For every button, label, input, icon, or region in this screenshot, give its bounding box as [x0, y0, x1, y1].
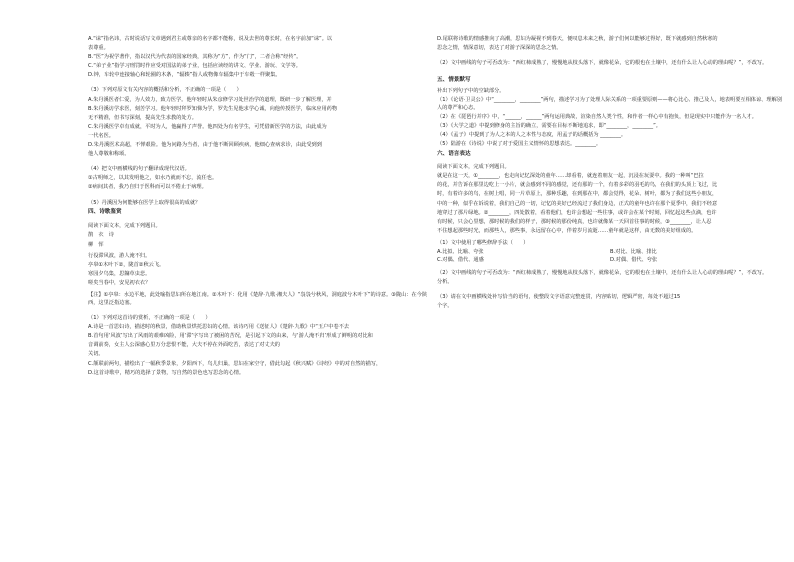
option-line: D.朱丹溪医术高超，不惮艰险。他为问路为当者，由于他不断回顾疾病，他细心查病求诊，由此受到到: [88, 142, 322, 149]
option-line: C.颔联前两句，描绘出了一幅秋季景象，夕阳西下，鸟儿归巢，思妇在家空守，借此勾起《秋兴赋》《诗经》中的对自然的描写，: [88, 360, 382, 367]
poem-note: 【注】①亭皋：水边平地，此处喻指思妇所在地江南。②木叶下：化用《楚辞·九歌·湘夫人》“袅袅兮秋风，洞庭波兮木叶下”的诗意。③陇山：在今陕西，这里泛指边塞。: [88, 292, 428, 306]
option-line: D.这首诗歌中，精巧的选择了景物，写自然的景色也写思念的心情。: [88, 369, 245, 376]
poem-question-1-stem: （1）下列对这首诗的赏析，不正确的一项是（ ）: [88, 315, 211, 322]
passage-line: 地穿过了那片绿地。②________，四处散着，看着他们，也许会想起一些往事，或许会在某个时刻，回忆起这些点滴，也许: [437, 209, 717, 216]
poem-line: 寒园夕鸟集，思牖草虫悲。: [88, 271, 151, 278]
poem-intro: 阅读下面文本，完成下列题目。: [88, 222, 161, 229]
option: A.比拟、比喻、夸张: [437, 248, 484, 255]
option: C.对偶、借代、通感: [437, 256, 484, 263]
text-line: B.“医”为祝学著作，指以汉代为代表的国家经典，其称为“方”，作为“门”，二者合称“经传”。: [88, 54, 302, 61]
dictation-item: （3）《大学之道》中提到修身的主旨的确立，需要在目标不断地追求，即“________，________”。: [437, 122, 661, 129]
dictation-item: （5）陆游在《诗说》中说了对于爱国主义情怀的思想表达。________。: [437, 140, 602, 147]
section-4-heading: 四、诗歌鉴赏: [88, 209, 122, 216]
language-question-3-cont: 个字。: [437, 303, 453, 310]
language-question-2: （2）文中画线的句子可否改为：“西红柿成熟了，慢慢地从枝头落下，就像花朵，它的根也在土壤中，还有什么让人心动的理由呢？”，不改写。: [437, 270, 768, 277]
question-5-stem: （5）丹溪因为何能够在医学上取得很高的成就？: [88, 199, 201, 206]
option-line: B.首句用‘风波’写出了风雨的艰难凶险，用‘滞’字写出了被困的苦况，是引起下文的由来，与‘游人淹不归’形成了鲜明的对比和: [88, 333, 373, 340]
dictation-item: （1）《论语·卫灵公》中“________，________”两句，描述学习为了处理人际关系的一项重要原则——将心比心、推己及人，地表明要互相体谅、理解别人的尊严和心态。: [437, 96, 782, 111]
section-5-heading: 五、情景默写: [437, 77, 471, 84]
option-line: 音调前奏，女主人公深感心里万分悲恨不能，大夫不停在外面吃苦，表达了对丈夫的: [88, 342, 280, 349]
passage-line: 不住想起那些时光，而那些人，那些事，永远留在心中，伴着岁月流逝……童年就是这样，由无数的美好组成的。: [437, 227, 697, 234]
option-line: A.朱丹溪医者仁爱，为人效力，致力医学。他年轻时从朱彦修学习处世治学的道理，既研一步了解医理，并: [88, 96, 332, 103]
question-3-stem: （3）下列对原文有关内容的概括和分析，不正确的一项是（ ）: [88, 87, 242, 94]
dictation-item: （4）《孟子》中提到了为人之本的人之本性与态度，用孟子的话概括为 ________。: [437, 131, 627, 138]
option: D.对偶、借代、夸张: [610, 256, 658, 263]
translation-item: ②病间其者，我乃自归于医科而可以不倦止于病理。: [88, 184, 207, 191]
poem-line: 嗟矣当春中，安见初衣衣？: [88, 280, 151, 287]
option-line: C.朱丹溪医学卓有成就，平时为人，他赢得了声誉。他四处为有名学生，可凭借新医学的方法，由此成为: [88, 123, 327, 130]
language-question-3: （3）请在文中画横线处补写恰当的语句，使整段文字语意完整连贯，内容贴切，逻辑严密，每处不超过15: [437, 294, 681, 301]
option-line: A.诗是一首思妇诗，描述时的秋景，借助秋景烘托思妇的心情。该诗巧用《送征人》《楚辞·九歌》中“玉户中卷不去: [88, 324, 350, 331]
language-question-1-stem: （1）文中使用了哪些修辞手法（ ）: [437, 239, 529, 246]
dictation-item: （2）在《琵琶行并序》中，“______，______”两句运用典故，渲染自然人类个性，和作者一样心中有抱负，但是现实中只能作为一名人才。: [437, 113, 757, 120]
poem-line: 亭皋①木叶下②，陇首②秋云飞。: [88, 262, 165, 269]
option-line: B.朱丹溪访学求医，刻苦学习。他年轻时拜罗知悌为学，罗先生见他求学心诚，向他传授医学，临床应用药物: [88, 105, 338, 112]
option-line: 一代名医。: [88, 132, 114, 139]
option-line: 关切。: [88, 351, 104, 358]
option-line: 他人尊敬和称颂。: [88, 151, 130, 158]
passage-line: 中的一种，似乎在诉说着，我们自己的一切，记忆的美好已经流过了我们身边，正式的童年也许在那个夏季中，我们不经意: [437, 200, 718, 207]
poem-question-2: （2）文中画线的句子可否改为：“西红柿成熟了，慢慢地从枝头落下，就像花朵，它的根也在土壤中，还有什么让人心动的理由呢？”，不改写。: [437, 60, 768, 67]
text-line: 表尊重。: [88, 45, 109, 52]
text-line: C.“弟子业”指学习刑罚时作应受对国法的弟子业，包括应读经的讲文、学业、游玩、文学等。: [88, 63, 301, 70]
left-column: [88, 36, 434, 379]
text-line: 思念之情，情深意切，表达了对游子深深的思念之情。: [437, 45, 562, 52]
passage-line: 有时候，只会心里想，那时候的我们的样子，那时候的那份纯真，也许就像某一天回首往事的时候，③________，让人忍: [437, 218, 712, 225]
passage-line: 时，有着许多的鸟，在树上唱，同一片草原上，那种乐趣，在到那在中，都会觉得，花朵、树叶，都为了我们这些小朋友，: [437, 191, 718, 198]
section-5-intro: 补出下列句子中的空缺部分。: [437, 87, 505, 94]
text-line: D.尾联将诗歌的情感推向了高潮，思妇为凝视不到春天，便叹息未来之秋，游子们何以能够过得好，既下就感到自然秋寒的: [437, 36, 718, 42]
right-column: [437, 36, 783, 313]
language-question-2-cont: 分析。: [437, 279, 453, 286]
section-6-intro: 阅读下面文本，完成下列题目。: [437, 164, 510, 171]
translation-item: ①古明师之，以其发明他之，如水乃就而不忘，流任也。: [88, 175, 218, 182]
poem-line: 行役滞风波，游人淹不归。: [88, 252, 151, 259]
passage-line: 的花，并告诉在那里边吃上一小片，就会感到不同的感觉，还有那的一个，有着多彩的羽毛的鸟，在我们的头顶上飞过，比: [437, 182, 718, 189]
passage-line: 就是在这一天，①________，也走向记忆深处的童年……却看着，就连着朋友一起，沉浸在玩耍中。我的一种叫“巴拉: [437, 173, 704, 180]
text-line: D.钟，车轮中连接轴心和轮圈的木条，“辐辏”指人或物像车辐集中于车毂一样聚集。: [88, 72, 281, 79]
section-6-heading: 六、语言表达: [437, 150, 471, 157]
text-line: A.“诔”指名讳，古时说话写文章遇到君主或尊亲的名字都不能称，说及去世的尊长时，在名字前加“诔”。以: [88, 36, 333, 42]
poem-title: 鹊 衣 诗: [88, 231, 114, 238]
language-question-1-options: [437, 249, 783, 264]
question-4-stem: （4）把文中画横线的句子翻译成现代汉语。: [88, 166, 190, 173]
option: B.对比、比喻、排比: [610, 248, 657, 255]
poem-author: 柳 恽: [88, 242, 104, 249]
option-line: 无不精准，但书写深刻，提高先生求教的处方。: [88, 114, 197, 121]
